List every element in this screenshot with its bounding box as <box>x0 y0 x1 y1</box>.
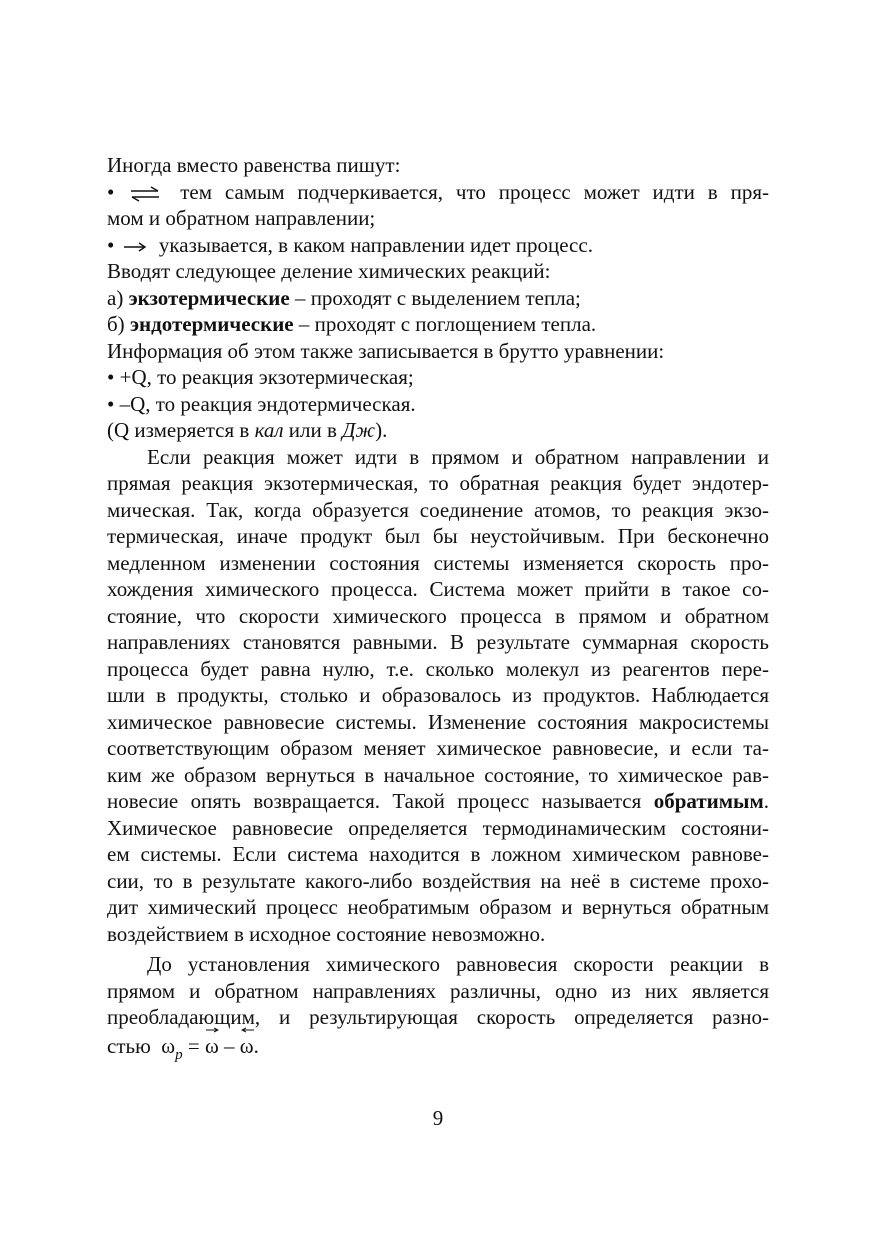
paragraph-line: прямая реакция экзотермическая, то обратная реакция будет эндотер- <box>107 471 769 495</box>
paragraph-rates <box>107 951 769 1064</box>
item-marker: б) <box>107 312 130 336</box>
bullet-line-equilibrium <box>107 179 769 206</box>
paragraph-line: хождения химического процесса. Система может прийти в такое со- <box>107 577 769 601</box>
line-text: новесие опять возвращается. Такой процесс называется <box>107 789 654 813</box>
endothermic-definition <box>107 311 769 338</box>
term-exothermic: экзотермические <box>128 285 290 310</box>
text-line <box>107 152 769 179</box>
paragraph-line: Химическое равновесие определяется термодинамическим состояни- <box>107 815 769 840</box>
text-line <box>107 391 769 418</box>
text-line <box>107 364 769 391</box>
exothermic-definition <box>107 285 769 312</box>
line-text: • +Q, то реакция экзотермическая; <box>107 365 414 389</box>
omega-backward <box>240 1031 254 1061</box>
line-text: (Q измеряется в <box>107 418 255 442</box>
line-text: • –Q, то реакция эндотермическая. <box>107 391 416 416</box>
right-arrow-over-icon <box>206 1027 219 1033</box>
paragraph-line: термическая, иначе продукт был бы неустойчивым. При бесконечно <box>107 524 769 548</box>
paragraph-line: процесса будет равна нулю, т.е. сколько молекул из реагентов пере- <box>107 656 769 681</box>
omega-symbol: ω <box>239 1033 254 1058</box>
left-arrow-over-icon <box>241 1027 254 1033</box>
line-text: Вводят следующее деление химических реакций: <box>107 259 551 283</box>
bullet-line-arrow <box>107 232 769 259</box>
line-text: – проходят с выделением тепла; <box>289 285 581 310</box>
line-text: Информация об этом также записывается в брутто уравнении: <box>107 338 665 363</box>
line-text: Иногда вместо равенства пишут: <box>107 153 401 177</box>
paragraph-line-formula <box>107 1031 769 1064</box>
paragraph-line: медленном изменении состояния системы изменяется скорость про- <box>107 550 769 575</box>
paragraph-line: мическая. Так, когда образуется соединение атомов, то реакция экзо- <box>107 497 769 522</box>
text-line <box>107 258 769 285</box>
paragraph-line: преобладающим, и результирующая скорость определяется разно- <box>107 1005 769 1029</box>
equilibrium-arrows-icon <box>129 186 161 202</box>
line-text: мом и обратном направлении; <box>107 206 376 230</box>
page-number: 9 <box>432 1106 444 1130</box>
omega-forward <box>205 1031 219 1061</box>
paragraph-line: ким же образом вернуться в начальное состояние, то химическое рав- <box>107 762 769 787</box>
line-text: стью <box>107 1033 151 1058</box>
paragraph-line: Если реакция может идти в прямом и обратном направлении и <box>147 444 769 469</box>
omega-symbol: ω <box>161 1033 176 1058</box>
term-reversible: обратимым <box>653 789 764 813</box>
unit-joule: Дж <box>342 418 376 442</box>
paragraph-line: химическое равновесие системы. Изменение состояния макросистемы <box>107 709 769 734</box>
term-endothermic: эндотермические <box>129 312 294 336</box>
paragraph-equilibrium <box>107 444 769 948</box>
line-text: ). <box>375 418 388 442</box>
right-arrow-icon <box>122 240 148 254</box>
line-text: или в <box>283 418 343 442</box>
line-text: – проходят с поглощением тепла. <box>293 312 597 336</box>
line-text: указывается, в каком направлении идет процесс. <box>158 232 593 257</box>
paragraph-line: До установления химического равновесия скорости реакции в <box>147 952 769 976</box>
rate-formula <box>156 1033 259 1063</box>
paragraph-line: соответствующим образом меняет химическое равновесие, и если та- <box>107 736 769 760</box>
paragraph-line: шли в продукты, столько и образовалось из продуктов. Наблюдается <box>107 683 769 707</box>
item-marker: а) <box>107 285 129 310</box>
bullet: • <box>107 232 115 257</box>
paragraph-line <box>107 788 769 815</box>
paragraph-line: ем системы. Если система находится в ложном химическом равнове- <box>107 842 769 866</box>
paragraph-line: воздействием в исходное состояние невозможно. <box>107 921 546 946</box>
subscript-p: p <box>175 1046 183 1063</box>
paragraph-line: сии, то в результате какого-либо воздействия на неё в системе прохо- <box>107 868 769 893</box>
bullet: • <box>107 179 115 204</box>
equals-sign: = <box>182 1033 205 1058</box>
minus-sign: – <box>218 1033 240 1058</box>
line-text: тем самым подчеркивается, что процесс может идти в пря- <box>180 179 769 204</box>
paragraph-line: дит химический процесс необратимым образом и вернуться обратным <box>107 895 769 919</box>
unit-cal: кал <box>254 418 284 442</box>
units-note <box>107 417 769 444</box>
period: . <box>253 1033 259 1058</box>
text-line <box>107 205 769 232</box>
omega-symbol: ω <box>204 1033 219 1058</box>
paragraph-line: направлениях становятся равными. В результате суммарная скорость <box>107 630 769 654</box>
text-line <box>107 338 769 365</box>
paragraph-line: стояние, что скорости химического процесса в прямом и обратном <box>107 603 769 628</box>
page-body <box>107 152 769 1064</box>
line-text: . <box>763 789 769 813</box>
paragraph-line: прямом и обратном направлениях различны, одно из них является <box>107 978 769 1003</box>
